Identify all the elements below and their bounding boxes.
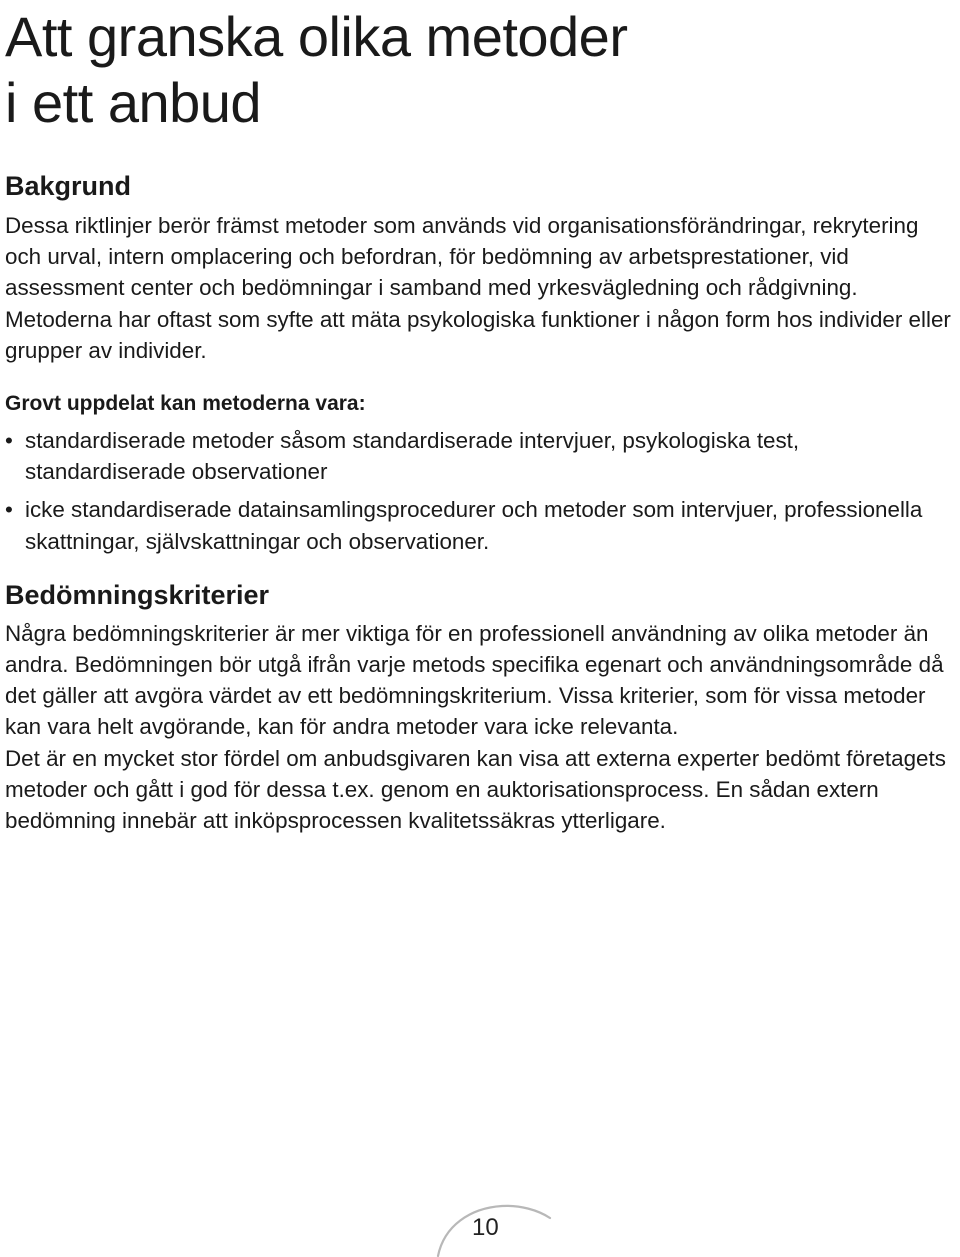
page-number: 10 bbox=[472, 1214, 499, 1241]
bullet-icon: • bbox=[5, 497, 13, 523]
bullet-icon: • bbox=[5, 428, 13, 454]
methods-list bbox=[5, 425, 960, 557]
page-title-line-2: i ett anbud bbox=[5, 71, 262, 134]
list-item bbox=[5, 494, 960, 556]
section-methods bbox=[5, 388, 960, 557]
document-page bbox=[5, 0, 960, 836]
bedomningskriterier-paragraph-2: Det är en mycket stor fördel om anbudsgivaren kan visa att externa experter bedömt företagets metoder och gått i god för dessa t.ex. genom en auktorisationsprocess. En sådan extern bedömning innebär att inköpsprocessen kvalitetssäkras ytterligare. bbox=[5, 745, 946, 834]
list-item bbox=[5, 425, 960, 487]
list-item-text: icke standardiserade datainsamlingsprocedurer och metoder som intervjuer, professionella skattningar, självskattningar och observationer. bbox=[25, 497, 923, 554]
bakgrund-paragraph: Dessa riktlinjer berör främst metoder som används vid organisationsförändringar, rekrytering och urval, intern omplacering och befordran, för bedömning av arbetsprestationer, vid assessment center och bedömningar i samband med yrkesvägledning och rådgivning. Metoderna har oftast som syfte att mäta psykologiska funktioner i någon form hos individer eller grupper av individer. bbox=[5, 213, 951, 363]
page-title bbox=[5, 0, 960, 136]
list-item-text: standardiserade metoder såsom standardiserade intervjuer, psykologiska test, standardiserade observationer bbox=[25, 428, 800, 485]
section-bedomningskriterier bbox=[5, 579, 960, 836]
page-number-badge bbox=[436, 1190, 552, 1257]
section-heading-bedomningskriterier: Bedömningskriterier bbox=[5, 579, 270, 610]
methods-subheading: Grovt uppdelat kan metoderna vara: bbox=[5, 392, 366, 416]
page-title-line-1: Att granska olika metoder bbox=[5, 5, 628, 68]
section-heading-bakgrund: Bakgrund bbox=[5, 171, 132, 201]
section-bakgrund bbox=[5, 170, 960, 366]
bedomningskriterier-paragraph-1: Några bedömningskriterier är mer viktiga för en professionell användning av olika metoder än andra. Bedömningen bör utgå ifrån varje metods specifika egenart och användningsområde då det gäller att avgöra värdet av ett bedömningskriterium. Vissa kriterier, som för vissa metoder kan vara helt avgörande, kan för andra metoder vara icke relevanta. bbox=[5, 620, 944, 740]
